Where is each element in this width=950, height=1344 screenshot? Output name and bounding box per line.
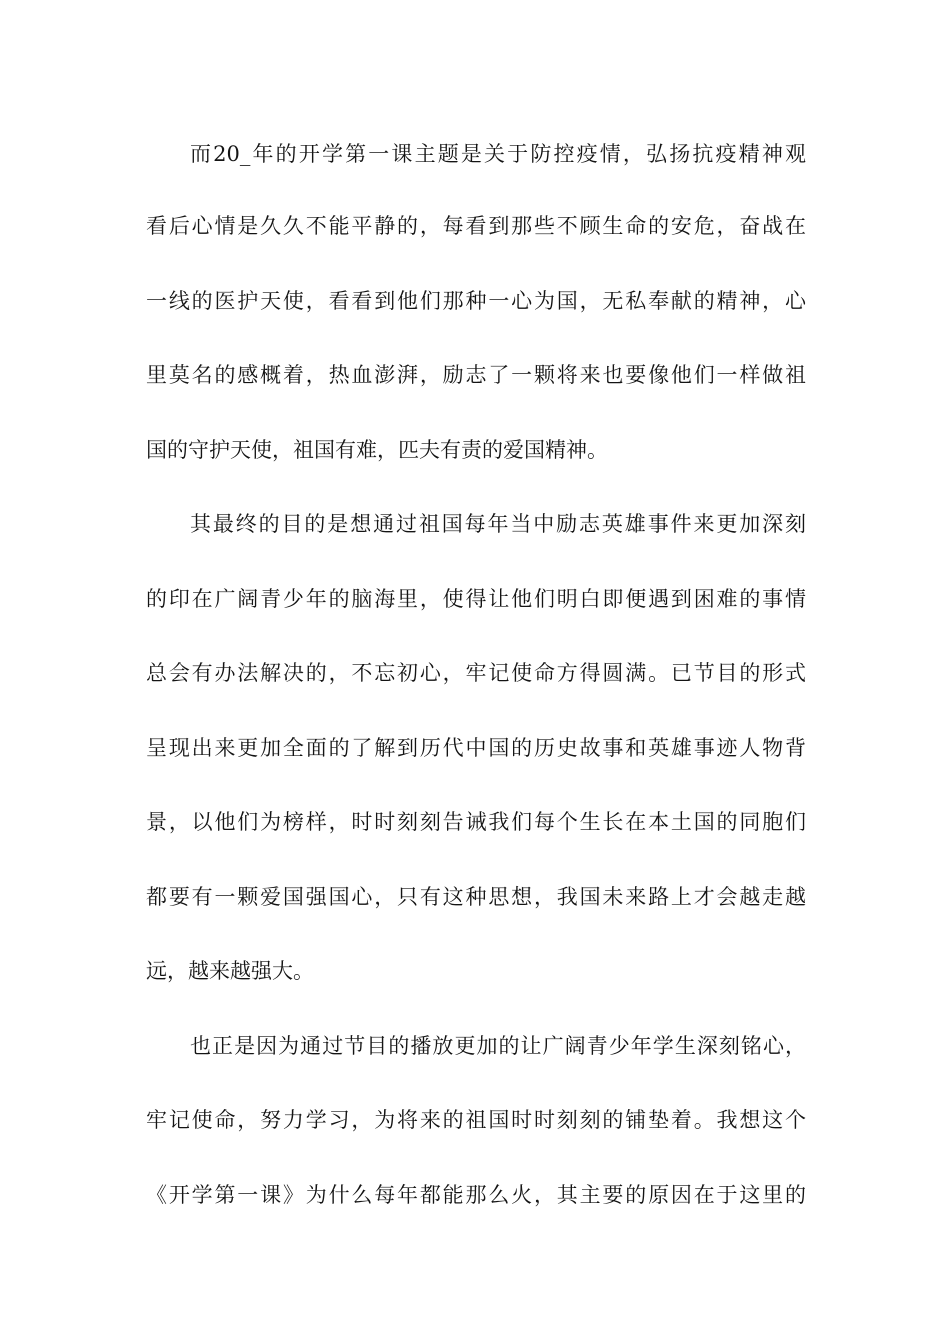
paragraph-2-line-5: 景，以他们为榜样，时时刻刻告诫我们每个生长在本土国的同胞们 <box>146 810 806 834</box>
paragraph-3-line-3: 《开学第一课》为什么每年都能那么火，其主要的原因在于这里的 <box>146 1183 806 1207</box>
paragraph-2-line-7: 远，越来越强大。 <box>146 959 314 983</box>
paragraph-2-line-6: 都要有一颗爱国强国心，只有这种思想，我国未来路上才会越走越 <box>146 885 806 909</box>
paragraph-1-line-2: 看后心情是久久不能平静的，每看到那些不顾生命的安危，奋战在 <box>146 214 806 238</box>
paragraph-3-line-1: 也正是因为通过节目的播放更加的让广阔青少年学生深刻铭心， <box>190 1034 806 1058</box>
paragraph-1-line-3: 一线的医护天使，看看到他们那种一心为国，无私奉献的精神，心 <box>146 289 806 313</box>
paragraph-2-line-3: 总会有办法解决的，不忘初心，牢记使命方得圆满。已节目的形式 <box>146 661 806 685</box>
paragraph-1-line-5: 国的守护天使，祖国有难，匹夫有责的爱国精神。 <box>146 438 608 462</box>
paragraph-1-line-1: 而20_年的开学第一课主题是关于防控疫情，弘扬抗疫精神观 <box>190 142 806 166</box>
paragraph-2-line-4: 呈现出来更加全面的了解到历代中国的历史故事和英雄事迹人物背 <box>146 736 806 760</box>
paragraph-1-line-4: 里莫名的感概着，热血澎湃，励志了一颗将来也要像他们一样做祖 <box>146 363 806 387</box>
paragraph-2-line-1: 其最终的目的是想通过祖国每年当中励志英雄事件来更加深刻 <box>190 512 806 536</box>
paragraph-3-line-2: 牢记使命，努力学习，为将来的祖国时时刻刻的铺垫着。我想这个 <box>146 1108 806 1132</box>
paragraph-2-line-2: 的印在广阔青少年的脑海里，使得让他们明白即便遇到困难的事情 <box>146 587 806 611</box>
